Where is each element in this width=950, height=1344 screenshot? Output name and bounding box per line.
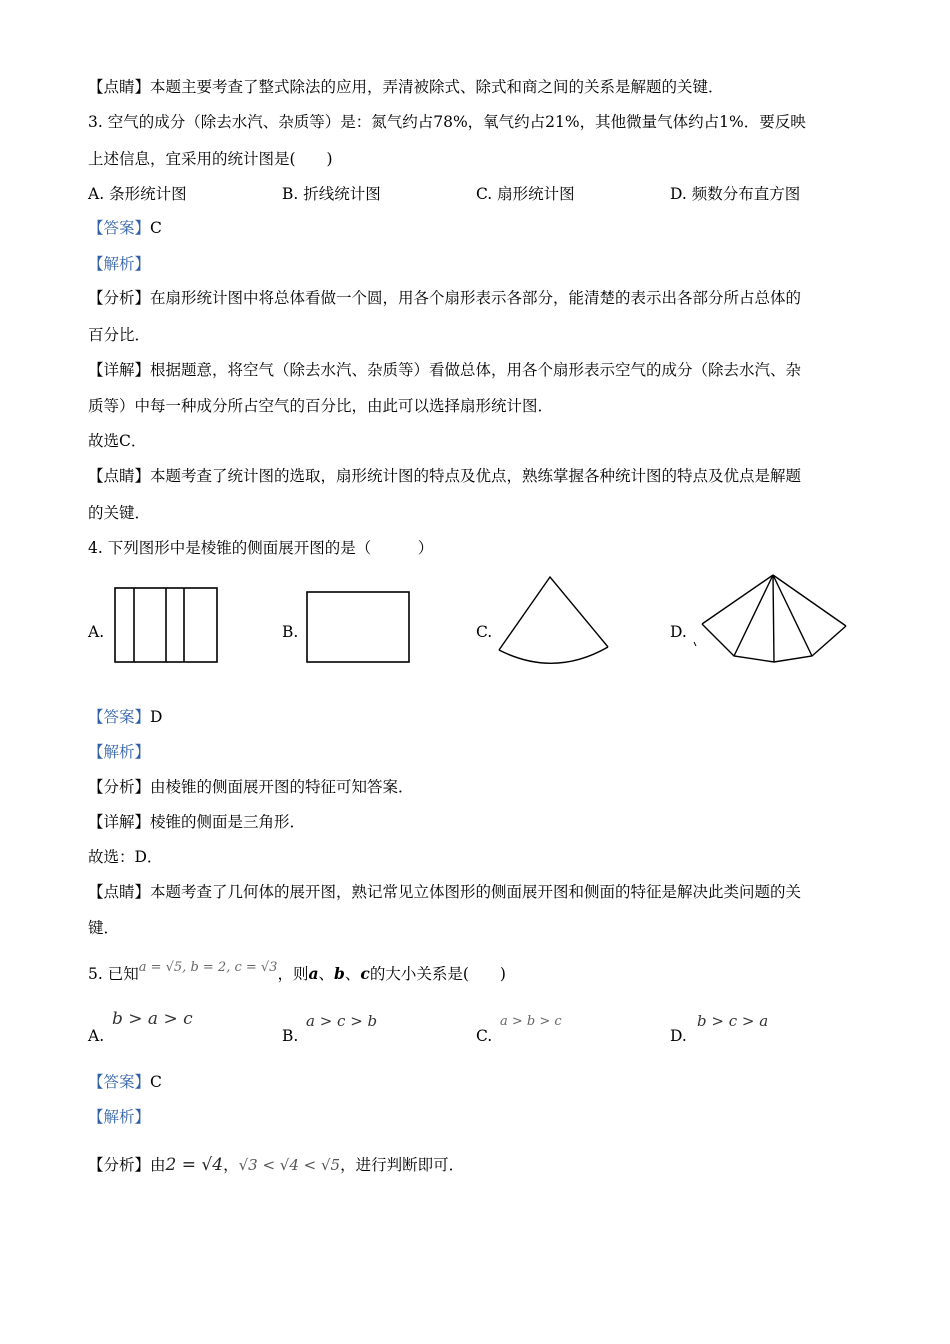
q3-stem-line2: 上述信息，宜采用的统计图是( ) <box>88 150 333 168</box>
analysis-tag: 【分析】 <box>88 778 151 796</box>
detail-text: 棱锥的侧面是三角形． <box>150 813 306 831</box>
detail-tag: 【详解】 <box>88 361 151 379</box>
q5-option-d-label: D. <box>670 1027 687 1045</box>
q3-analysis-line1 <box>88 288 801 308</box>
q4-figure-d <box>690 572 850 676</box>
note-text: 本题考查了统计图的选取，扇形统计图的特点及优点，熟练掌握各种统计图的特点及优点是解题 <box>150 467 802 485</box>
pyramid-lateral-edge <box>734 575 773 656</box>
q5-option-c-label: C. <box>476 1027 493 1045</box>
detail-text: 根据题意，将空气（除去水汽、杂质等）看做总体，用各个扇形表示空气的成分（除去水汽、杂 <box>150 361 802 379</box>
note-text: 本题主要考查了整式除法的应用，弄清被除式、除式和商之间的关系是解题的关键． <box>150 78 724 96</box>
option-label: D. <box>670 185 687 203</box>
var-b: b <box>334 964 345 983</box>
q4-note-line2: 键． <box>88 919 120 937</box>
q4-detail <box>88 812 305 832</box>
q3-jiexi: 【解析】 <box>88 255 151 273</box>
q4-option-a-label: A. <box>88 623 105 641</box>
q5-option-a-expr: b > a > c <box>112 1009 193 1029</box>
q4-figure-c <box>496 574 612 670</box>
note-line <box>88 77 724 97</box>
q4-option-b-label: B. <box>282 623 299 641</box>
q3-option-c <box>476 184 575 204</box>
pyramid-lateral-edge <box>773 575 774 662</box>
q5-stem <box>88 960 506 986</box>
var-c: c <box>360 964 370 983</box>
figure-b-outline <box>307 592 409 662</box>
q5-analysis <box>88 1155 464 1175</box>
option-text: 折线统计图 <box>303 185 381 203</box>
q3-note-line2: 的关键． <box>88 504 151 522</box>
separator: 、 <box>318 965 335 983</box>
analysis-text: 由 <box>150 1156 166 1174</box>
note-tag: 【点睛】 <box>88 883 151 901</box>
q4-note-line1 <box>88 882 801 902</box>
q4-analysis <box>88 777 414 797</box>
q4-stem: 4. 下列图形中是棱锥的侧面展开图的是（ ） <box>88 539 434 557</box>
answer-tag: 【答案】 <box>88 1073 151 1091</box>
note-tag: 【点睛】 <box>88 78 151 96</box>
q5-option-b-label: B. <box>282 1027 299 1045</box>
q3-answer <box>88 218 162 238</box>
q4-jiexi: 【解析】 <box>88 743 151 761</box>
sector-arc <box>499 647 608 663</box>
answer-tag: 【答案】 <box>88 708 151 726</box>
pyramid-lateral-edge <box>773 575 846 626</box>
pyramid-lateral-edge <box>702 575 773 624</box>
analysis-text: 在扇形统计图中将总体看做一个圆，用各个扇形表示各部分，能清楚的表示出各部分所占总体的 <box>150 289 802 307</box>
analysis-tag: 【分析】 <box>88 1156 151 1174</box>
analysis-comma: ， <box>223 1156 239 1174</box>
option-text: 扇形统计图 <box>497 185 575 203</box>
q3-note-line1 <box>88 466 801 486</box>
q3-option-d <box>670 184 800 204</box>
analysis-text: 由棱锥的侧面展开图的特征可知答案． <box>150 778 414 796</box>
answer-tag: 【答案】 <box>88 219 151 237</box>
q4-figure-b <box>306 591 412 665</box>
answer-value: C <box>150 1073 162 1091</box>
note-tag: 【点睛】 <box>88 467 151 485</box>
answer-value: D <box>150 708 163 726</box>
given-values: a = √5, b = 2, c = √3 <box>138 960 278 975</box>
stem-text: ，则 <box>277 965 309 983</box>
sector-radii <box>499 577 608 650</box>
q3-option-a <box>88 184 187 204</box>
stem-text: 的大小关系是( ) <box>369 965 506 983</box>
q5-option-b-expr: a > c > b <box>306 1012 378 1030</box>
var-a: a <box>308 964 319 983</box>
q4-choose: 故选：D． <box>88 848 163 866</box>
option-label: B. <box>282 185 299 203</box>
q3-detail-line1 <box>88 360 801 380</box>
q4-figure-a <box>114 587 220 665</box>
pyramid-lateral-edge <box>773 575 812 656</box>
q5-jiexi: 【解析】 <box>88 1108 151 1126</box>
separator: 、 <box>344 965 361 983</box>
q3-analysis-line2: 百分比． <box>88 326 151 344</box>
option-text: 条形统计图 <box>109 185 187 203</box>
q4-option-c-label: C. <box>476 623 493 641</box>
option-label: C. <box>476 185 493 203</box>
q5-option-c-expr: a > b > c <box>500 1014 562 1029</box>
q3-detail-line2: 质等）中每一种成分所占空气的百分比，由此可以选择扇形统计图． <box>88 397 554 415</box>
detail-tag: 【详解】 <box>88 813 151 831</box>
stray-mark <box>694 642 696 646</box>
q5-answer <box>88 1072 162 1092</box>
analysis-text: ，进行判断即可． <box>340 1156 465 1174</box>
q5-option-a-label: A. <box>88 1027 105 1045</box>
note-text: 本题考查了几何体的展开图，熟记常见立体图形的侧面展开图和侧面的特征是解决此类问题的关 <box>150 883 802 901</box>
stem-prefix: 5. 已知 <box>88 965 139 983</box>
option-text: 频数分布直方图 <box>691 185 801 203</box>
q3-stem-line1: 3. 空气的成分（除去水汽、杂质等）是：氮气约占78%，氧气约占21%，其他微量气体约占1%．要反映 <box>88 113 806 131</box>
answer-value: C <box>150 219 162 237</box>
analysis-tag: 【分析】 <box>88 289 151 307</box>
analysis-expr-2: √3 < √4 < √5 <box>238 1156 341 1174</box>
q5-option-d-expr: b > c > a <box>697 1012 769 1030</box>
q3-choose: 故选C． <box>88 432 147 450</box>
q4-option-d-label: D. <box>670 623 687 641</box>
analysis-expr-1: 2 = √4 <box>165 1155 224 1175</box>
q3-option-b <box>282 184 381 204</box>
option-label: A. <box>88 185 105 203</box>
q4-answer <box>88 707 162 727</box>
